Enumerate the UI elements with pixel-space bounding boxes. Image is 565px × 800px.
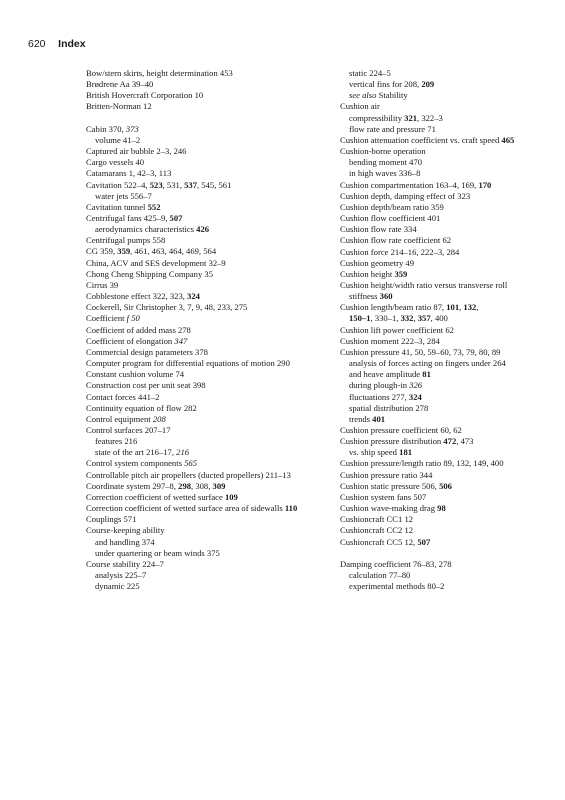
entry-text: fluctuations 277, — [349, 391, 409, 402]
index-entry — [86, 403, 316, 414]
index-entry — [86, 492, 316, 503]
index-entry — [340, 325, 536, 336]
index-entry — [340, 481, 536, 492]
entry-text: Stability — [376, 90, 408, 101]
entry-text: Cushion pressure distribution — [340, 436, 444, 447]
entry-text: Cushion pressure ratio 344 — [340, 469, 433, 480]
index-entry — [86, 202, 316, 213]
index-subentry — [86, 537, 316, 548]
index-subentry — [86, 135, 316, 146]
entry-text: compressibility — [349, 112, 405, 123]
entry-text: Cushioncraft CC1 12 — [340, 514, 414, 525]
italic-page-ref: f 50 — [126, 313, 140, 324]
entry-group-gap — [340, 548, 536, 559]
entry-text: Cushion air — [340, 101, 380, 112]
index-entry — [340, 302, 536, 313]
bold-page-ref: 81 — [422, 369, 431, 380]
bold-page-ref: 110 — [284, 503, 298, 514]
entry-text: , 461, 463, 464, 469, 564 — [130, 246, 217, 257]
entry-text: Cobblestone effect 322, 323, — [86, 291, 188, 302]
entry-text: Cushioncraft CC5 12, — [340, 536, 418, 547]
page-header — [28, 38, 86, 51]
italic-page-ref: 216 — [176, 447, 190, 458]
index-column-right — [340, 68, 536, 592]
index-subentry — [86, 224, 316, 235]
index-subentry — [340, 380, 536, 391]
entry-text: aerodynamics characteristics — [95, 224, 197, 235]
bold-page-ref: 309 — [212, 480, 226, 491]
index-entry — [340, 347, 536, 358]
entry-text: Control surfaces 207–17 — [86, 424, 171, 435]
index-entry — [340, 280, 536, 302]
index-entry — [340, 537, 536, 548]
entry-text: bending moment 470 — [349, 157, 423, 168]
bold-page-ref: 332 — [400, 313, 414, 324]
index-subentry — [340, 570, 536, 581]
index-entry — [340, 559, 536, 570]
index-entry — [86, 79, 316, 90]
bold-page-ref: 109 — [224, 491, 238, 502]
entry-text: in high waves 336–8 — [349, 168, 421, 179]
entry-text: Cushioncraft CC2 12 — [340, 525, 414, 536]
entry-text: Construction cost per unit seat 398 — [86, 380, 206, 391]
index-entry — [86, 358, 316, 369]
entry-text: Britten-Norman 12 — [86, 101, 152, 112]
entry-text: Cushion flow rate coefficient 62 — [340, 235, 452, 246]
entry-text: vertical fins for 208, — [349, 79, 422, 90]
index-entry — [86, 458, 316, 469]
entry-text: spatial distribution 278 — [349, 402, 429, 413]
index-entry — [86, 380, 316, 391]
entry-text: CG 359, — [86, 246, 118, 257]
index-entry — [86, 514, 316, 525]
bold-page-ref: 537 — [184, 179, 197, 190]
entry-text: Constant cushion volume 74 — [86, 369, 185, 380]
index-entry — [86, 258, 316, 269]
index-entry — [86, 503, 316, 514]
index-entry — [86, 269, 316, 280]
index-entry — [340, 503, 536, 514]
entry-text: Bow/stern skirts, height determination 453 — [86, 68, 233, 78]
index-entry — [340, 247, 536, 258]
entry-text: flow rate and pressure 71 — [349, 123, 436, 134]
index-entry — [86, 101, 316, 112]
index-entry — [86, 302, 316, 313]
entry-text: static 224–5 — [349, 68, 391, 78]
entry-text: Cirrus 39 — [86, 279, 119, 290]
index-entry — [86, 280, 316, 291]
index-entry — [340, 514, 536, 525]
entry-text: Cushion force 214–16, 222–3, 284 — [340, 246, 460, 257]
entry-text: Contact forces 441–2 — [86, 391, 160, 402]
bold-page-ref: 507 — [169, 213, 183, 224]
entry-text: , — [476, 302, 479, 313]
entry-text: Cargo vessels 40 — [86, 157, 145, 168]
bold-page-ref: 472 — [443, 436, 457, 447]
index-entry — [86, 336, 316, 347]
index-subentry — [86, 191, 316, 202]
index-subentry — [340, 68, 536, 79]
entry-text: British Hovercraft Corporation 10 — [86, 90, 204, 101]
entry-text: Brødrene Aa 39–40 — [86, 79, 154, 90]
entry-text: and heave amplitude — [349, 369, 423, 380]
bold-page-ref: 357 — [417, 313, 431, 324]
index-subentry — [340, 414, 536, 425]
index-subentry — [86, 581, 316, 592]
entry-text: , 308, — [191, 480, 213, 491]
entry-text: Cushion system fans 507 — [340, 491, 427, 502]
index-entry — [340, 258, 536, 269]
index-subentry — [340, 157, 536, 168]
index-subentry — [340, 392, 536, 403]
entry-text: Cushion lift power coefficient 62 — [340, 324, 454, 335]
index-entry — [86, 90, 316, 101]
index-subentry — [340, 168, 536, 179]
entry-text: trends — [349, 413, 373, 424]
entry-text: Cushion attenuation coefficient vs. craft speed — [340, 134, 502, 145]
entry-text: Centrifugal fans 425–9, — [86, 213, 170, 224]
entry-text: Cushion-borne operation — [340, 146, 426, 157]
entry-text: Catamarans 1, 42–3, 113 — [86, 168, 172, 179]
index-entry — [340, 202, 536, 213]
entry-text: Coefficient of added mass 278 — [86, 324, 191, 335]
bold-page-ref: 359 — [394, 268, 408, 279]
entry-text: analysis of forces acting on fingers under 264 — [349, 358, 506, 369]
entry-text: under quartering or beam winds 375 — [95, 547, 220, 558]
index-entry — [86, 146, 316, 157]
index-entry — [340, 235, 536, 246]
bold-page-ref: 401 — [372, 413, 386, 424]
bold-page-ref: 209 — [421, 79, 435, 90]
entry-text: calculation 77–80 — [349, 570, 411, 581]
entry-text: Control system components — [86, 458, 185, 469]
bold-page-ref: 150–1 — [349, 313, 371, 324]
bold-page-ref: 321 — [404, 112, 418, 123]
bold-page-ref: 170 — [478, 179, 492, 190]
italic-page-ref: 373 — [125, 123, 139, 134]
entry-group-gap — [86, 113, 316, 124]
entry-text: Computer program for differential equations of motion 290 — [86, 358, 290, 369]
page-number: 620 — [28, 38, 46, 50]
index-entry — [340, 470, 536, 481]
index-subentry — [340, 403, 536, 414]
entry-text: Cushion height — [340, 268, 395, 279]
entry-text: Centrifugal pumps 558 — [86, 235, 166, 246]
index-subentry — [340, 113, 536, 124]
entry-text: , 473 — [456, 436, 474, 447]
index-entry — [86, 369, 316, 380]
entry-text: Cushion geometry 49 — [340, 257, 414, 268]
index-entry — [340, 135, 536, 146]
entry-text: Course-keeping ability — [86, 525, 165, 536]
entry-text: Cushion flow rate 334 — [340, 224, 417, 235]
italic-page-ref: 565 — [184, 458, 197, 469]
entry-text: Cockerell, Sir Christopher 3, 7, 9, 48, 233, 275 — [86, 302, 248, 313]
bold-page-ref: 324 — [187, 291, 200, 302]
index-entry — [86, 313, 316, 324]
bold-page-ref: 359 — [117, 246, 131, 257]
bold-page-ref: 132 — [463, 302, 477, 313]
bold-page-ref: 552 — [147, 201, 161, 212]
index-entry — [86, 525, 316, 536]
index-entry — [340, 146, 536, 157]
index-entry — [86, 481, 316, 492]
index-entry — [340, 425, 536, 436]
index-subentry — [340, 124, 536, 135]
entry-text: Chong Cheng Shipping Company 35 — [86, 268, 214, 279]
index-entry — [86, 325, 316, 336]
entry-text: Cavitation tunnel — [86, 201, 148, 212]
bold-page-ref: 298 — [178, 480, 192, 491]
index-entry — [86, 124, 316, 135]
entry-text: Cushion pressure coefficient 60, 62 — [340, 425, 462, 435]
entry-text: during plough-in — [349, 380, 410, 391]
index-entry — [86, 213, 316, 224]
index-entry — [340, 101, 536, 112]
entry-text: Cushion length/beam ratio 87, — [340, 302, 447, 313]
index-subentry — [86, 436, 316, 447]
bold-page-ref: 506 — [439, 480, 452, 491]
index-entry — [86, 168, 316, 179]
entry-text: features 216 — [95, 436, 138, 447]
index-entry — [86, 157, 316, 168]
entry-text: Cushion wave-making drag — [340, 503, 438, 514]
entry-text: analysis 225–7 — [95, 570, 147, 581]
bold-page-ref: 360 — [379, 291, 393, 302]
index-entry — [340, 458, 536, 469]
bold-page-ref: 98 — [437, 503, 446, 514]
entry-text: volume 41–2 — [95, 134, 141, 145]
entry-text: , 545, 561 — [197, 179, 232, 190]
bold-page-ref: 101 — [446, 302, 460, 313]
index-subentry — [86, 570, 316, 581]
entry-text: , 400 — [430, 313, 448, 324]
index-entry — [340, 213, 536, 224]
index-entry — [340, 269, 536, 280]
entry-text: , — [459, 302, 464, 313]
index-subentry — [340, 79, 536, 90]
entry-text: Cushion depth, damping effect of 323 — [340, 190, 471, 201]
bold-page-ref: 426 — [196, 224, 210, 235]
italic-page-ref: 347 — [174, 335, 188, 346]
entry-text: vs. ship speed — [349, 447, 400, 458]
entry-text: Cushion height/width ratio versus transverse roll stiffness — [340, 279, 508, 302]
index-entry — [86, 414, 316, 425]
entry-text: dynamic 225 — [95, 581, 140, 592]
entry-text: Correction coefficient of wetted surface — [86, 491, 225, 502]
entry-text: Coefficient — [86, 313, 127, 324]
index-column-left — [86, 68, 316, 592]
entry-text: Cushion flow coefficient 401 — [340, 213, 441, 224]
entry-text: water jets 556–7 — [95, 190, 152, 201]
index-entry — [86, 559, 316, 570]
index-entry — [340, 180, 536, 191]
index-subentry — [340, 369, 536, 380]
entry-text: experimental methods 80–2 — [349, 581, 445, 592]
entry-text: Cushion pressure 41, 50, 59–60, 73, 79, 80, 89 — [340, 346, 501, 357]
entry-text: Correction coefficient of wetted surface area of sidewalls — [86, 503, 285, 514]
entry-text: Cushion compartmentation 163–4, 169, — [340, 179, 479, 190]
entry-text: , 322–3 — [417, 112, 443, 123]
bold-page-ref: 465 — [501, 134, 515, 145]
index-entry — [86, 180, 316, 191]
entry-text: Coefficient of elongation — [86, 335, 175, 346]
index-entry — [340, 436, 536, 447]
entry-text: Course stability 224–7 — [86, 558, 164, 569]
italic-page-ref: 326 — [409, 380, 423, 391]
index-entry — [86, 68, 316, 79]
entry-text: Cabin 370, — [86, 123, 126, 134]
entry-text: Coordinate system 297–8, — [86, 480, 179, 491]
entry-text: Continuity equation of flow 282 — [86, 402, 197, 413]
index-entry — [86, 425, 316, 436]
italic-page-ref: see also — [349, 90, 377, 101]
bold-page-ref: 181 — [399, 447, 413, 458]
entry-text: Commercial design parameters 378 — [86, 346, 208, 357]
index-entry — [340, 191, 536, 202]
index-entry — [340, 492, 536, 503]
entry-text: Damping coefficient 76–83, 278 — [340, 558, 452, 569]
entry-text: Cushion depth/beam ratio 359 — [340, 201, 444, 212]
bold-page-ref: 507 — [417, 536, 431, 547]
bold-page-ref: 523 — [149, 179, 163, 190]
index-entry — [86, 347, 316, 358]
index-entry — [340, 525, 536, 536]
index-entry — [340, 224, 536, 235]
entry-text: Couplings 571 — [86, 514, 137, 525]
entry-text: Cushion pressure/length ratio 89, 132, 149, 400 — [340, 458, 504, 469]
section-title: Index — [58, 38, 86, 50]
index-entry — [86, 235, 316, 246]
index-subentry — [86, 447, 316, 458]
bold-page-ref: 324 — [408, 391, 422, 402]
entry-text: and handling 374 — [95, 536, 155, 547]
index-subentry — [340, 447, 536, 458]
entry-text: , 330–1, — [370, 313, 401, 324]
entry-text: Cavitation 522–4, — [86, 179, 150, 190]
entry-text: Control equipment — [86, 413, 153, 424]
index-subentry — [340, 358, 536, 369]
entry-text: state of the art 216–17, — [95, 447, 177, 458]
entry-text: Cushion static pressure 506, — [340, 480, 440, 491]
entry-text: , — [413, 313, 418, 324]
index-entry — [86, 246, 316, 257]
entry-text: Captured air bubble 2–3, 246 — [86, 146, 187, 157]
index-entry — [86, 291, 316, 302]
entry-text: China, ACV and SES development 32–9 — [86, 257, 226, 268]
italic-page-ref: 208 — [152, 413, 166, 424]
entry-text: Cushion moment 222–3, 284 — [340, 335, 440, 346]
index-entry — [340, 336, 536, 347]
index-subentry — [86, 548, 316, 559]
entry-text: Controllable pitch air propellers (ducted propellers) 211–13 — [86, 469, 291, 480]
index-subentry — [340, 581, 536, 592]
index-entry — [86, 470, 316, 481]
entry-text: , 531, — [162, 179, 185, 190]
index-entry — [86, 392, 316, 403]
index-subentry — [340, 90, 536, 101]
index-subentry — [340, 313, 536, 324]
